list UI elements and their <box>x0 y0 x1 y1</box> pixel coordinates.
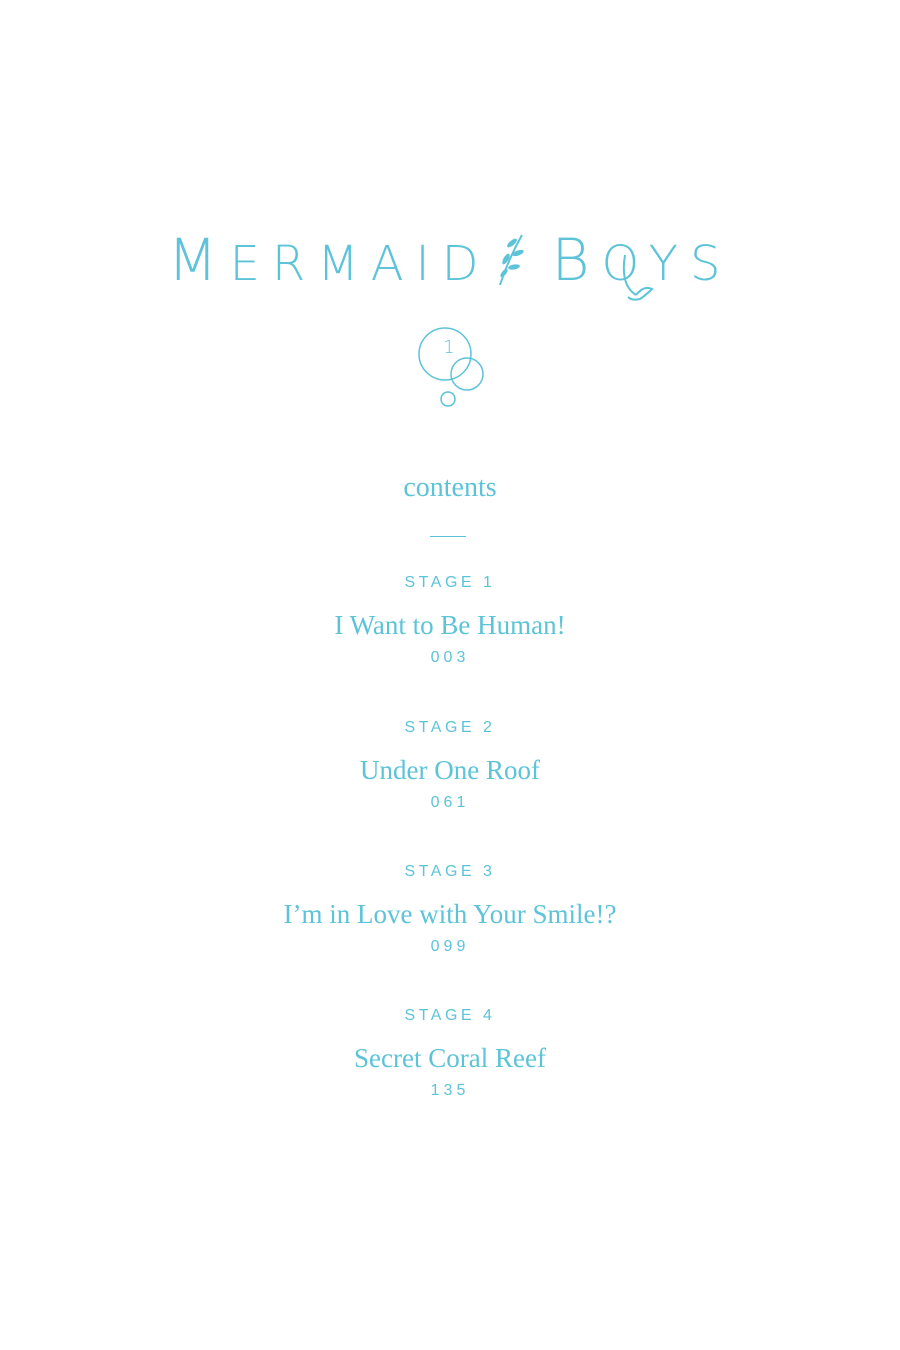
stage-page-number: 061 <box>430 794 470 811</box>
stage-title[interactable]: I’m in Love with Your Smile!? <box>283 899 617 929</box>
stage-page-number: 135 <box>430 1082 470 1099</box>
stage-entry-4[interactable] <box>0 1006 900 1101</box>
stage-label: STAGE 4 <box>404 1007 496 1024</box>
stage-entry-1[interactable] <box>0 573 900 668</box>
title-word-oys: OYS <box>601 236 733 292</box>
title-initial-m: M <box>167 226 230 294</box>
stage-entry-3[interactable] <box>0 862 900 957</box>
divider <box>430 536 466 537</box>
stage-label: STAGE 1 <box>404 574 496 591</box>
stage-label: STAGE 3 <box>404 863 496 880</box>
stage-entry-2[interactable] <box>0 718 900 813</box>
mermaid-tail-icon <box>624 255 652 300</box>
volume-badge <box>405 320 495 415</box>
stage-page-number: 003 <box>430 649 470 666</box>
volume-number: 1 <box>443 337 455 358</box>
contents-heading: contents <box>403 472 497 503</box>
bubbles-icon <box>405 320 495 415</box>
stage-label: STAGE 2 <box>404 719 496 736</box>
stage-title[interactable]: I Want to Be Human! <box>334 610 566 640</box>
stage-title[interactable]: Under One Roof <box>360 755 540 785</box>
stage-page-number: 099 <box>430 938 470 955</box>
seaweed-ornament-icon <box>0 215 900 315</box>
stage-title[interactable]: Secret Coral Reef <box>354 1043 546 1073</box>
title-initial-b: B <box>551 226 602 294</box>
title-word-ermaid: ERMAID <box>229 236 491 292</box>
title-logo <box>0 215 900 315</box>
